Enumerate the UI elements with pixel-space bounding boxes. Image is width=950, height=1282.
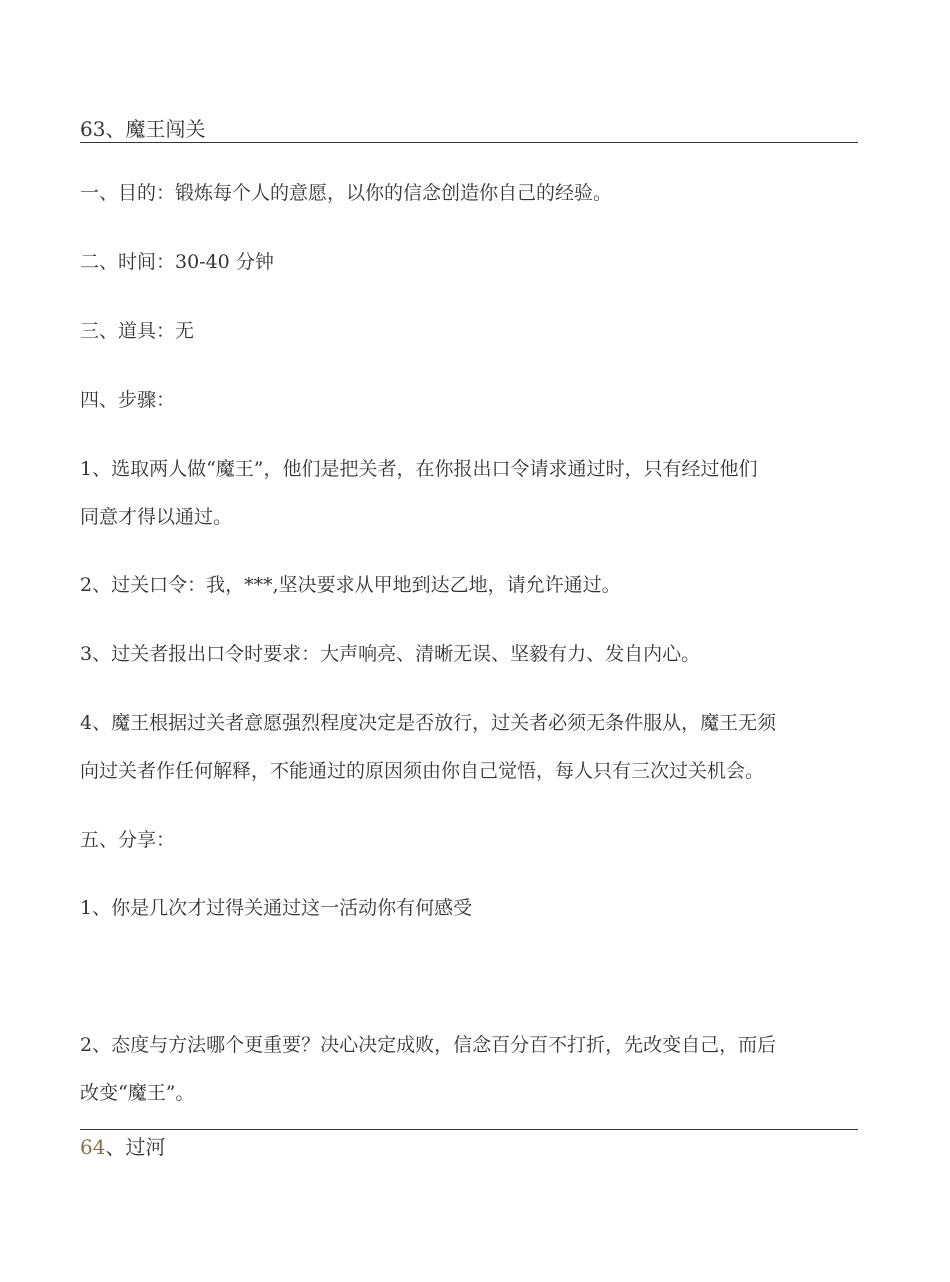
step-4-line-1: 4、魔王根据过关者意愿强烈程度决定是否放行，过关者必须无条件服从，魔王无须 — [80, 712, 777, 734]
step-2-paragraph: 2、过关口令：我，***,坚决要求从甲地到达乙地，请允许通过。 — [80, 574, 621, 596]
props-paragraph: 三、道具：无 — [80, 320, 195, 342]
step-3-paragraph: 3、过关者报出口令时要求：大声响亮、清晰无误、坚毅有力、发自内心。 — [80, 643, 701, 665]
share-1-paragraph: 1、你是几次才过得关通过这一活动你有何感受 — [80, 897, 473, 919]
step-1-line-2: 同意才得以通过。 — [80, 506, 233, 528]
purpose-paragraph: 一、目的：锻炼每个人的意愿，以你的信念创造你自己的经验。 — [80, 182, 613, 204]
section-header — [80, 116, 858, 143]
share-2-line-1: 2、态度与方法哪个更重要？决心决定成败，信念百分百不打折，先改变自己，而后 — [80, 1034, 777, 1056]
step-1-line-1: 1、选取两人做“魔王”，他们是把关者，在你报出口令请求通过时，只有经过他们 — [80, 458, 758, 480]
share-2-line-2: 改变“魔王”。 — [80, 1082, 195, 1104]
next-section-header — [80, 1129, 858, 1159]
step-4-line-2: 向过关者作任何解释，不能通过的原因须由你自己觉悟，每人只有三次过关机会。 — [80, 760, 765, 782]
next-section-title-text: 、过河 — [105, 1135, 166, 1159]
time-paragraph: 二、时间：30-40 分钟 — [80, 251, 274, 273]
next-section-title — [80, 1134, 165, 1160]
steps-heading: 四、步骤： — [80, 389, 176, 411]
section-title: 63、魔王闯关 — [80, 117, 206, 141]
share-heading: 五、分享： — [80, 829, 176, 851]
next-section-number: 64 — [80, 1135, 106, 1159]
